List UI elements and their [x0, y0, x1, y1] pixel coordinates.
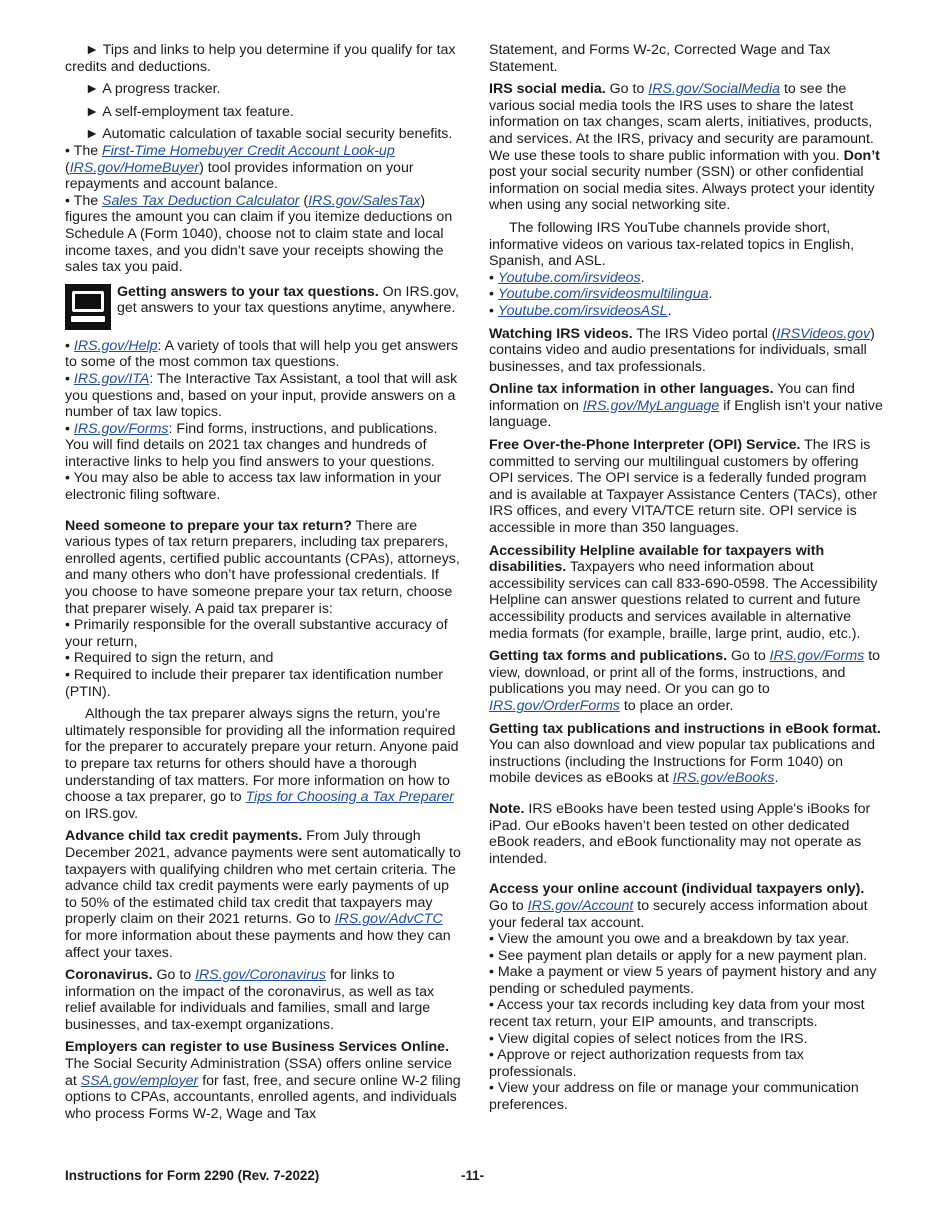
account-bullet-2: • See payment plan details or apply for a new payment plan. [489, 947, 868, 964]
ssb-bullet: ► Automatic calculation of taxable social security benefits. [85, 126, 453, 143]
preparer-paragraph-2: Although the tax preparer always signs the return, you're ultimately responsible for providing all the information required for the preparer to accurately prepare your return. Anyone paid to prepare tax returns for others should have a thorough understanding of tax matters. For more information on how to choose a tax preparer, go to Tips for Choosing a Tax Preparer on IRS.gov. [65, 706, 459, 822]
irsvideos-link[interactable]: IRSVideos.gov [776, 325, 871, 342]
youtube-item-2: • Youtube.com/irsvideosmultilingua. [489, 286, 713, 303]
form-title: Instructions for Form 2290 (Rev. 7-2022) [65, 1168, 320, 1183]
business-services-paragraph: Employers can register to use Business Services Online. The Social Security Administration (SSA) offers online service at SSA.gov/employer for fast, free, and secure online W-2 filing options to CPAs, accountants, enrolled agents, and individuals who process Forms W-2, Wage and Tax [65, 1039, 461, 1122]
account-bullet-4: • Access your tax records including key data from your most recent tax return, your EIP amounts, and transcripts. [489, 997, 865, 1031]
help-bullet: • IRS.gov/Help: A variety of tools that will help you get answers to some of the most common tax questions. [65, 337, 458, 371]
forms-publications-paragraph: Getting tax forms and publications. Go to IRS.gov/Forms to view, download, or print all of the forms, instructions, and publications you may need. Or you can go to IRS.gov/OrderForms to place an order. [489, 648, 881, 714]
sales-tax-link[interactable]: Sales Tax Deduction Calculator [102, 192, 300, 209]
preparer-paragraph: Need someone to prepare your tax return? There are various types of tax return preparers, including tax preparers, enrolled agents, certified public accountants (CPAs), attorneys, and many others who don’t have professional credentials. If you choose to have someone prepare your tax return, choose that preparer wisely. A paid tax preparer is: [65, 517, 460, 617]
homebuyer-url-link[interactable]: IRS.gov/HomeBuyer [69, 159, 200, 176]
answers-block [65, 284, 462, 330]
preparer-bullet-3: • Required to include their preparer tax identification number (PTIN). [65, 667, 443, 700]
computer-icon [65, 284, 111, 330]
ebooks-link[interactable]: IRS.gov/eBooks [672, 770, 775, 787]
youtube-multilingua-link[interactable]: Youtube.com/irsvideosmultilingua [497, 286, 709, 303]
videos-paragraph: Watching IRS videos. The IRS Video portal (IRSVideos.gov) contains video and audio presentations for individuals, small businesses, and tax professionals. [489, 325, 875, 375]
ssa-employer-link[interactable]: SSA.gov/employer [80, 1072, 199, 1089]
ctc-paragraph: Advance child tax credit payments. From July through December 2021, advance payments were sent automatically to taxpayers with qualifying children who met certain criteria. The advance child tax credit payments were early payments of up to 50% of the estimated child tax credit that taxpayers may properly claim on their 2021 returns. Go to IRS.gov/AdvCTC for more information about these payments and how they can affect your taxes. [65, 828, 461, 961]
account-bullet-6: • Approve or reject authorization requests from tax professionals. [489, 1047, 804, 1080]
account-bullet-1: • View the amount you owe and a breakdown by tax year. [489, 931, 850, 948]
irs-ita-link[interactable]: IRS.gov/ITA [73, 370, 150, 387]
youtube-intro: The following IRS YouTube channels provide short, informative videos on various tax-related topics in English, Spanish, and ASL. [489, 219, 855, 270]
account-bullet-3: • Make a payment or view 5 years of payment history and any pending or scheduled payments. [489, 964, 877, 997]
irs-forms-link[interactable]: IRS.gov/Forms [73, 420, 169, 437]
account-bullet-7: • View your address on file or manage your communication preferences. [489, 1080, 859, 1114]
ita-bullet: • IRS.gov/ITA: The Interactive Tax Assistant, a tool that will ask you questions and, based on your input, provide answers on a number of tax law topics. [65, 370, 458, 421]
progress-bullet: ► A progress tracker. [85, 81, 221, 98]
account-paragraph: Go to IRS.gov/Account to securely access information about your federal tax account. [489, 897, 868, 931]
youtube-item-3: • Youtube.com/irsvideosASL. [489, 302, 672, 319]
ebook-paragraph: Getting tax publications and instructions in eBook format. You can also download and view popular tax publications and instructions (including the Instructions for Form 1040) on mobile devices as eBooks at IRS.gov/eBooks. [489, 720, 881, 787]
social-media-paragraph: IRS social media. Go to IRS.gov/SocialMedia to see the various social media tools the IRS uses to share the latest information on tax changes, scam alerts, initiatives, products, and services. At the IRS, privacy and security are paramount. We use these tools to share public information with you. Don’t post your social security number (SSN) or other confidential information on social media sites. Always protect your identity when using any social networking site. [489, 81, 880, 214]
youtube-irsvideos-link[interactable]: Youtube.com/irsvideos [497, 269, 641, 286]
tips-bullet: ► Tips and links to help you determine if you qualify for tax credits and deductions. [65, 42, 456, 75]
preparer-bullet-2: • Required to sign the return, and [65, 650, 274, 667]
irs-help-link[interactable]: IRS.gov/Help [73, 337, 158, 354]
orderforms-link[interactable]: IRS.gov/OrderForms [489, 697, 620, 714]
answers-paragraph: Getting answers to your tax questions. On IRS.gov, get answers to your tax questions anytime, anywhere. [117, 283, 459, 317]
account-link[interactable]: IRS.gov/Account [527, 897, 634, 914]
tips-choosing-link[interactable]: Tips for Choosing a Tax Preparer [245, 789, 454, 806]
homebuyer-paragraph: • The First-Time Homebuyer Credit Account Look-up (IRS.gov/HomeBuyer) tool provides information on your repayments and account balance. [65, 142, 414, 193]
languages-paragraph: Online tax information in other languages. You can find information on IRS.gov/MyLanguage if English isn't your native language. [489, 381, 883, 431]
w2-continuation: Statement, and Forms W-2c, Corrected Wage and Tax Statement. [489, 42, 831, 75]
forms-bullet: • IRS.gov/Forms: Find forms, instructions, and publications. You will find details on 2021 tax changes and hundreds of interactive links to help you find answers to your questions. [65, 420, 438, 470]
sales-tax-paragraph: • The Sales Tax Deduction Calculator (IRS.gov/SalesTax) figures the amount you can claim if you itemize deductions on Schedule A (Form 1040), choose not to claim state and local income taxes, and you didn’t save your receipts showing the sales tax you paid. [65, 192, 453, 276]
efile-bullet: • You may also be able to access tax law information in your electronic filing software. [65, 470, 442, 504]
opi-paragraph: Free Over-the-Phone Interpreter (OPI) Service. The IRS is committed to serving our multilingual customers by offering OPI services. The OPI service is a federally funded program and is available at Taxpayer Assistance Centers (TACs), other IRS offices, and every VITA/TCE return site. OPI service is accessible in more than 350 languages. [489, 437, 878, 537]
forms-link[interactable]: IRS.gov/Forms [769, 648, 865, 665]
accessibility-paragraph: Accessibility Helpline available for taxpayers with disabilities. Taxpayers who need information about accessibility services can call 833-690-0598. The Accessibility Helpline can answer questions related to current and future accessibility products and services available in alternative media formats (for example, braille, large print, audio, etc.). [489, 542, 878, 642]
self-employment-bullet: ► A self-employment tax feature. [85, 103, 294, 120]
left-column [65, 42, 462, 1122]
mylanguage-link[interactable]: IRS.gov/MyLanguage [582, 397, 720, 414]
homebuyer-link[interactable]: First-Time Homebuyer Credit Account Look-up [102, 142, 395, 159]
youtube-item-1: • Youtube.com/irsvideos. [489, 269, 645, 286]
right-column [489, 42, 886, 1114]
sales-tax-url-link[interactable]: IRS.gov/SalesTax [308, 192, 421, 209]
coronavirus-link[interactable]: IRS.gov/Coronavirus [195, 967, 327, 984]
preparer-bullet-1: • Primarily responsible for the overall substantive accuracy of your return, [65, 617, 448, 650]
advctc-link[interactable]: IRS.gov/AdvCTC [334, 911, 443, 928]
page-footer [65, 1168, 886, 1185]
account-bullet-5: • View digital copies of select notices from the IRS. [489, 1030, 808, 1047]
coronavirus-paragraph: Coronavirus. Go to IRS.gov/Coronavirus for links to information on the impact of the coronavirus, as well as tax relief available for individuals and families, small and large businesses, and tax-exempt organizations. [65, 967, 435, 1033]
note-paragraph: Note. IRS eBooks have been tested using Apple's iBooks for iPad. Our eBooks haven’t been tested on other dedicated eBook readers, and eBook functionality may not operate as intended. [489, 800, 871, 867]
account-heading: Access your online account (individual taxpayers only). [489, 881, 865, 898]
social-media-link[interactable]: IRS.gov/SocialMedia [648, 81, 780, 98]
page-number: -11- [461, 1168, 485, 1183]
youtube-asl-link[interactable]: Youtube.com/irsvideosASL [497, 302, 668, 319]
